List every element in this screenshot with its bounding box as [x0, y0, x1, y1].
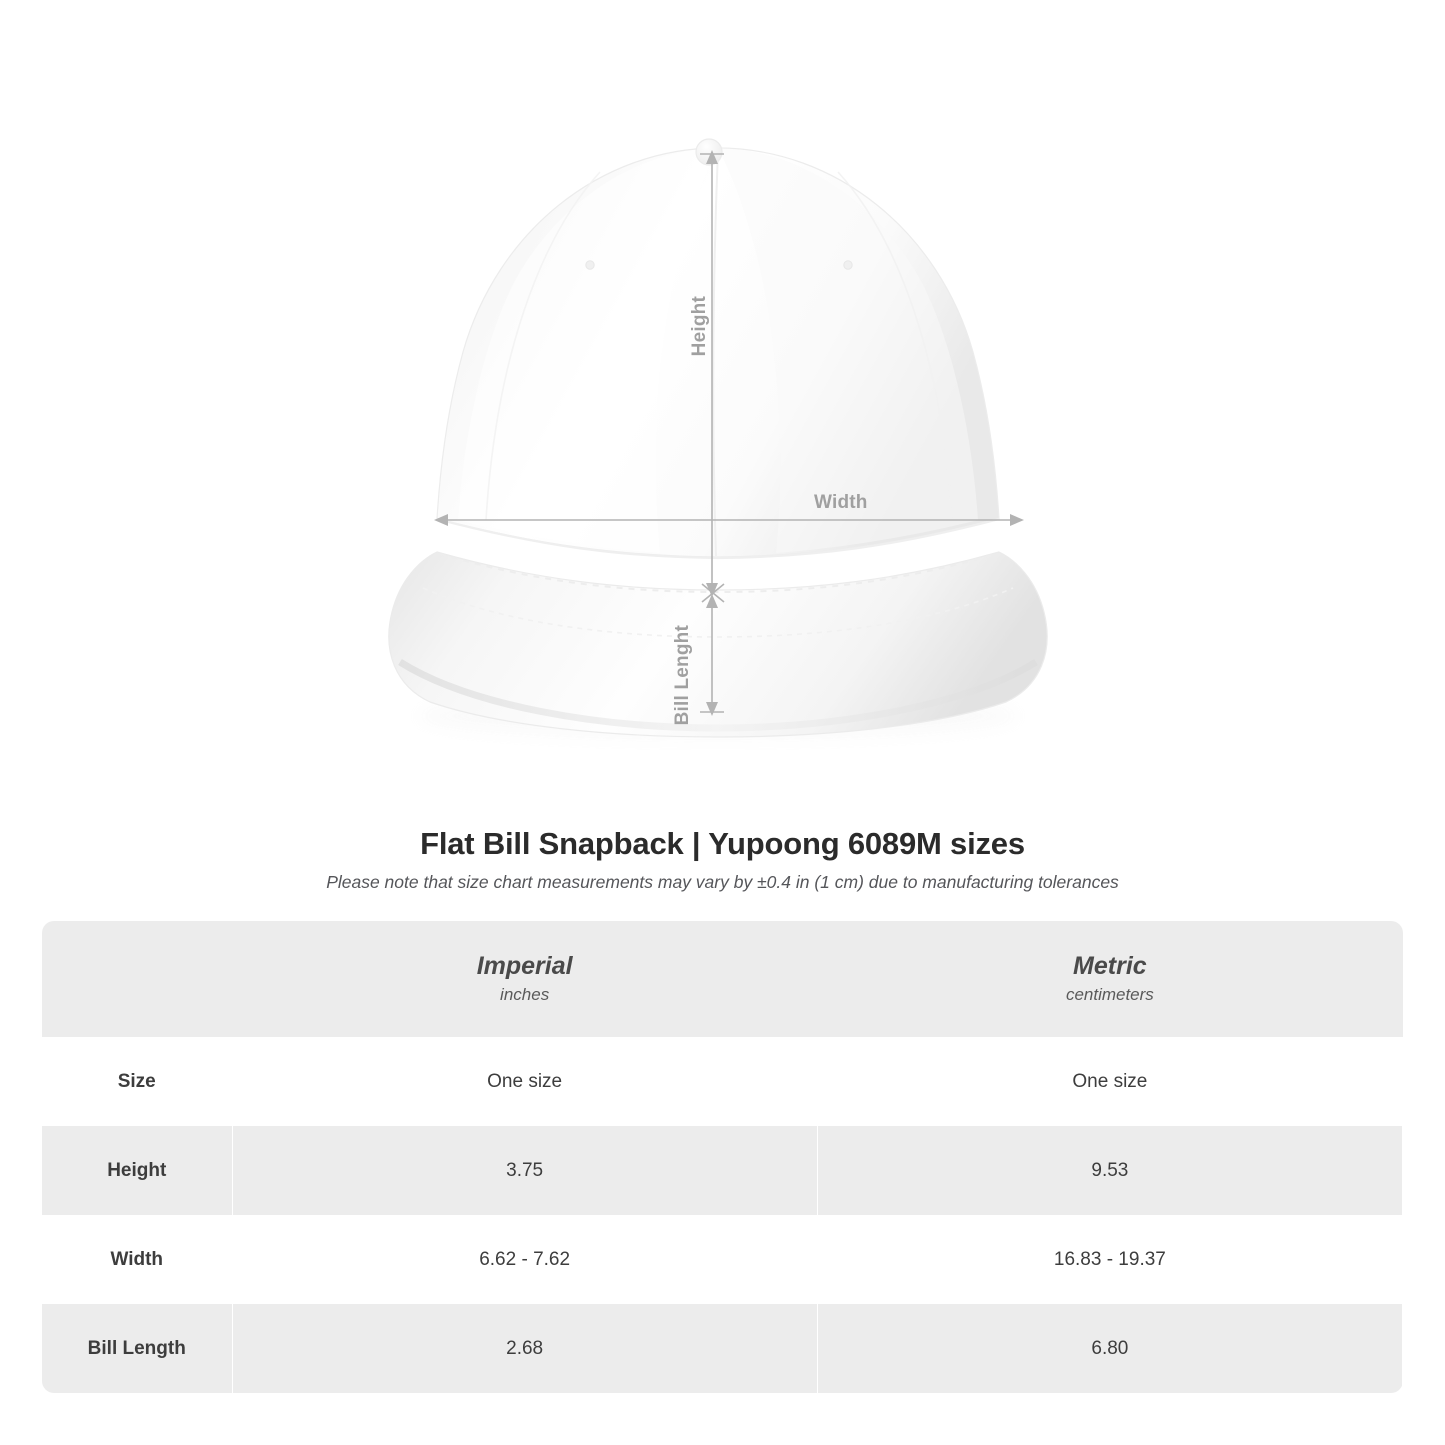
tolerance-note: Please note that size chart measurements may vary by ±0.4 in (1 cm) due to manufacturing tolerances: [326, 872, 1119, 892]
table-row: [42, 1037, 1403, 1126]
eyelet-right: [844, 261, 852, 269]
header-imperial: [232, 921, 817, 1037]
hat-bill: [389, 552, 1047, 737]
header-empty-cell: [42, 921, 232, 1037]
cell-bill-length-imperial: 2.68: [232, 1304, 817, 1393]
row-label-width: Width: [42, 1215, 232, 1304]
row-label-bill-length: Bill Length: [42, 1304, 232, 1393]
size-table: [42, 921, 1403, 1393]
table-row: [42, 1215, 1403, 1304]
dimension-label-width: Width: [814, 492, 868, 513]
table-row: [42, 1304, 1403, 1393]
cell-size-imperial: One size: [232, 1037, 817, 1126]
cell-height-metric: 9.53: [817, 1126, 1402, 1215]
eyelet-left: [586, 261, 594, 269]
dimension-label-height: Height: [689, 296, 710, 357]
cell-width-imperial: 6.62 - 7.62: [232, 1215, 817, 1304]
row-label-size: Size: [42, 1037, 232, 1126]
header-metric: [817, 921, 1402, 1037]
title-block: [0, 826, 1445, 893]
header-imperial-name: Imperial: [476, 951, 573, 980]
page-title: Flat Bill Snapback | Yupoong 6089M sizes: [420, 826, 1025, 861]
cell-height-imperial: 3.75: [232, 1126, 817, 1215]
bill-label-line-2: Lenght: [672, 625, 693, 690]
cell-bill-length-metric: 6.80: [817, 1304, 1402, 1393]
header-imperial-unit: inches: [500, 984, 550, 1004]
cell-size-metric: One size: [817, 1037, 1402, 1126]
cell-width-metric: 16.83 - 19.37: [817, 1215, 1402, 1304]
table-header-row: [42, 921, 1403, 1037]
row-label-height: Height: [42, 1126, 232, 1215]
bill-label-line-1: Bill: [672, 695, 693, 726]
table-row: [42, 1126, 1403, 1215]
header-metric-name: Metric: [1073, 951, 1147, 980]
size-table-wrapper: [42, 921, 1403, 1393]
dimension-label-bill-length: [673, 625, 717, 725]
header-metric-unit: centimeters: [1065, 984, 1154, 1004]
